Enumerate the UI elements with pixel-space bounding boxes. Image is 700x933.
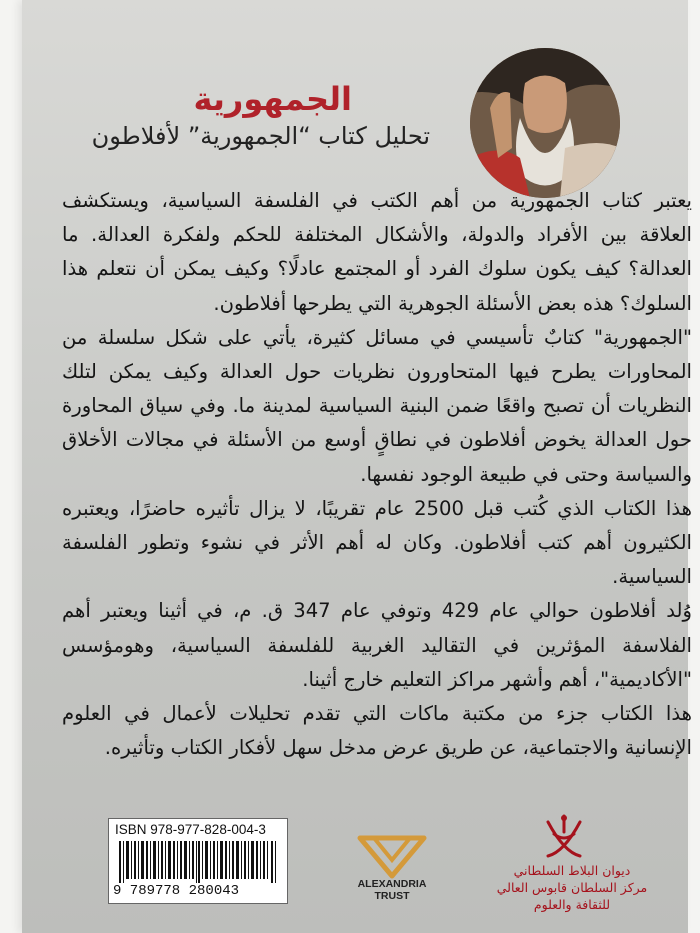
isbn-number: ISBN 978-977-828-004-3 <box>115 822 266 837</box>
oman-royal-emblem-icon <box>540 812 588 862</box>
book-description <box>62 184 692 765</box>
book-back-cover <box>22 0 692 933</box>
description-paragraph: هذا الكتاب جزء من مكتبة ماكات التي تقدم تحليلات لأعمال في العلوم الإنسانية والاجتماعية، عن طريق عرض مدخل سهل لأفكار الكتاب وتأثيره. <box>62 702 692 760</box>
isbn-barcode <box>108 818 288 904</box>
barcode-digits: 9 789778 280043 <box>113 883 240 899</box>
description-paragraph: هذا الكتاب الذي كُتب قبل 2500 عام تقريبًا، لا يزال تأثيره حاضرًا، ويعتبره الكثيرون أهم كتب أفلاطون. وكان له أهم الأثر في نشوء وتطور الفلسفة السياسية. <box>62 496 692 589</box>
description-paragraph: "الجمهورية" كتابٌ تأسيسي في مسائل كثيرة، يأتي على شكل سلسلة من المحاورات يطرح فيها المتحاورون نظريات حول العدالة وكيف يمكن لتلك النظريات أن تصبح واقعًا ضمن البنية السياسية لمدينة ما. وفي سياق المحاورة حول العدالة يخوض أفلاطون في نطاقٍ أوسع من الأسئلة في مجالات الأخلاق والسياسة وحتى في طبيعة الوجود نفسها. <box>62 325 692 486</box>
partner-line: مركز السلطان قابوس العالي للثقافة والعلوم <box>496 880 648 912</box>
description-paragraph: يعتبر كتاب الجمهورية من أهم الكتب في الفلسفة السياسية، ويستكشف العلاقة بين الأفراد والدولة، والأشكال المختلفة للحكم ولفكرة العدالة. ما العدالة؟ كيف يكون سلوك الفرد أو المجتمع عادلًا؟ وكيف يمكن أن نتعلم هذا السلوك؟ هذه بعض الأسئلة الجوهرية التي يطرحها أفلاطون. <box>62 189 692 315</box>
plato-portrait <box>470 48 620 198</box>
partner-line: ديوان البلاط السلطاني <box>513 863 631 878</box>
partner-name <box>484 862 660 913</box>
description-paragraph: وُلد أفلاطون حوالي عام 429 وتوفي عام 347 ق. م، في أثينا ويعتبر أهم الفلاسفة المؤثرين في التقاليد الغربية للفلسفة السياسية، وهومؤسس "الأكاديمية"، أهم وأشهر مراكز التعليم خارج أثينا. <box>62 599 692 691</box>
book-title: الجمهورية <box>193 80 352 118</box>
book-subtitle: تحليل كتاب “الجمهورية” لأفلاطون <box>91 122 430 150</box>
barcode-icon <box>119 841 277 883</box>
publisher-name: ALEXANDRIA TRUST <box>357 878 427 902</box>
alexandria-trust-logo-icon <box>352 830 432 880</box>
